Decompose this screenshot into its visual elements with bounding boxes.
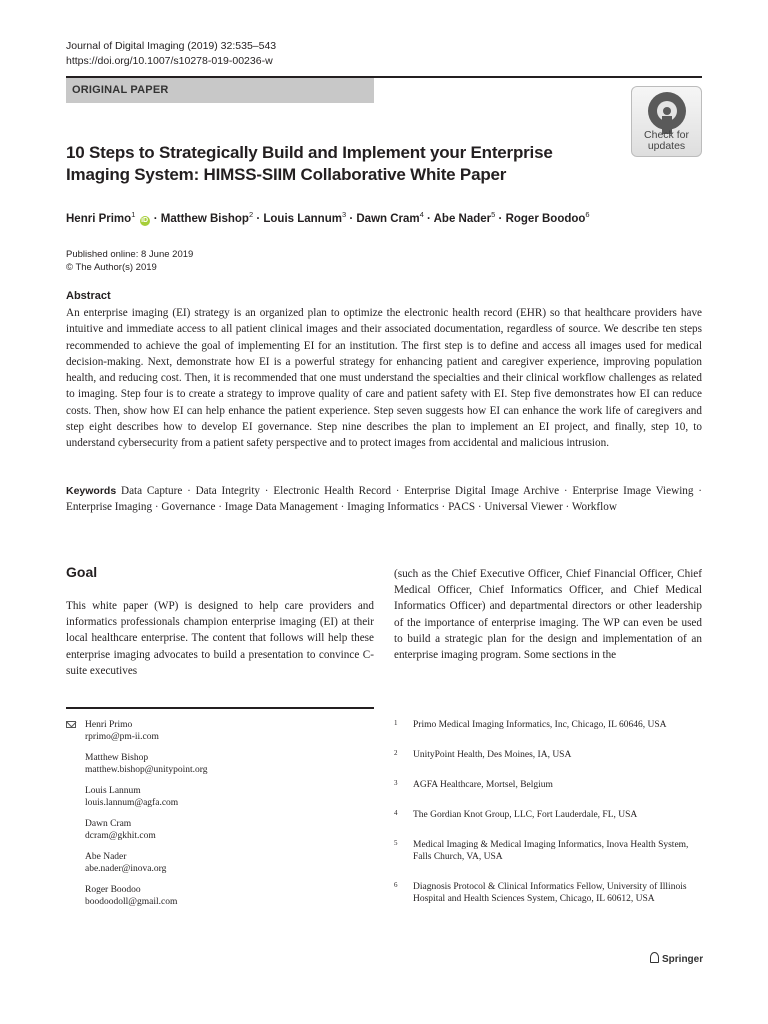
affiliation-text: The Gordian Knot Group, LLC, Fort Lauderdale, FL, USA (413, 810, 638, 820)
abstract-heading: Abstract (66, 290, 111, 302)
keywords-text: Data Capture · Data Integrity · Electronic Health Record · Enterprise Digital Image Archive · Enterprise Image Viewing · Enterprise Imaging · Governance · Image Data Management · Imaging Informatics · PACS · Universal Viewer · Workflow (66, 485, 703, 513)
contact-name: Matthew Bishop (85, 753, 149, 763)
author-affiliation-number: 3 (341, 210, 347, 219)
contact-email[interactable]: boodoodoll@gmail.com (85, 897, 178, 907)
affiliation-number: 4 (394, 809, 398, 817)
affiliation-number: 5 (394, 839, 398, 847)
contact-email[interactable]: matthew.bishop@unitypoint.org (85, 765, 208, 775)
affiliation-entry (394, 719, 702, 731)
author-separator: · (150, 212, 161, 225)
check-updates-line1: Check for (644, 129, 689, 141)
affiliation-number: 2 (394, 749, 398, 757)
author-name[interactable]: Matthew Bishop (160, 212, 249, 225)
keywords-block (66, 484, 702, 515)
author-affiliation-number: 2 (248, 210, 254, 219)
author-separator: · (346, 212, 357, 225)
springer-horse-icon (650, 952, 659, 963)
affiliation-text: UnityPoint Health, Des Moines, IA, USA (413, 750, 572, 760)
author-separator: · (423, 212, 434, 225)
contact-email[interactable]: louis.lannum@agfa.com (85, 798, 179, 808)
author-name[interactable]: Dawn Cram (356, 212, 420, 225)
affiliation-number: 3 (394, 779, 398, 787)
abstract-text: An enterprise imaging (EI) strategy is an organized plan to optimize the electronic health record (EHR) so that healthcare providers have intuitive and immediate access to all patient clinical images and their associated documentation, regardless of source. We describe ten steps recommended to achieve the goal of implementing EI for an institution. The first step is to define and access all images used for medical decision-making. Next, demonstrate how EI is a powerful strategy for enhancing patient and caregiver experience, improving population health, and reducing cost. Then, it is recommended that one must understand the specialties and their clinical workflow challenges as related to imaging. Step four is to create a strategy to improve quality of care and patient safety with EI. Step five demonstrates how EI can reduce costs. Then, show how EI can help enhance the patient experience. Step seven suggests how EI can enhance the work life of caregivers and step eight describes how to develop EI governance. Step nine describes the plan to implement an EI project, and finally, step 10, to understand cybersecurity from a patient safety perspective and to protect images from accidental and malicious intrusion. (66, 307, 702, 450)
author-separator: · (253, 212, 264, 225)
goal-text-left-column: This white paper (WP) is designed to help care providers and informatics professionals champion enterprise imaging (EI) at their local healthcare enterprise. The content that follows will help these enterprise imaging advocates to build a presentation to convince C-suite executives (66, 600, 374, 677)
affiliation-entry (394, 749, 702, 761)
author-affiliation-number: 5 (491, 210, 496, 219)
envelope-icon (66, 721, 76, 728)
contact-entry (66, 752, 366, 776)
contact-entry (66, 719, 366, 743)
goal-text-right-column: (such as the Chief Executive Officer, Chief Financial Officer, Chief Medical Officer, Chief Informatics Officer, and Chief Medical Informatics Officer) and departmental directors or other leadership of the importance of enterprise imaging. The WP can even be used to build a strategic plan for the design and implementation of an enterprise imaging program. Some sections in the (394, 568, 702, 662)
contact-entry (66, 851, 366, 875)
contact-email[interactable]: abe.nader@inova.org (85, 864, 167, 874)
published-date: Published online: 8 June 2019 (66, 249, 194, 260)
check-for-updates-button[interactable] (631, 86, 702, 157)
author-name[interactable]: Abe Nader (433, 212, 492, 225)
affiliation-entry (394, 881, 702, 905)
author-name[interactable]: Louis Lannum (263, 212, 342, 225)
author-affiliation-number: 1 (131, 210, 136, 219)
copyright: © The Author(s) 2019 (66, 262, 157, 273)
paper-title: 10 Steps to Strategically Build and Implement your Enterprise Imaging System: HIMSS-SIIM Collaborative White Paper (66, 143, 553, 184)
contact-entry (66, 884, 366, 908)
contact-name: Henri Primo (85, 720, 133, 730)
publisher-logo (650, 952, 703, 965)
affiliation-text: AGFA Healthcare, Mortsel, Belgium (413, 780, 553, 790)
affiliation-number: 1 (394, 719, 398, 727)
contact-list (66, 719, 366, 917)
contact-email[interactable]: rprimo@pm-ii.com (85, 732, 159, 742)
author-list (66, 207, 666, 227)
publication-info (66, 248, 193, 274)
footnote-rule (66, 707, 374, 709)
author-affiliation-number: 6 (585, 210, 590, 219)
orcid-icon[interactable]: iD (141, 216, 149, 224)
section-heading-goal: Goal (66, 564, 98, 580)
author-name[interactable]: Roger Boodoo (505, 212, 586, 225)
contact-name: Louis Lannum (85, 786, 141, 796)
affiliation-entry (394, 809, 702, 821)
affiliation-entry (394, 779, 702, 791)
contact-entry (66, 818, 366, 842)
contact-email[interactable]: dcram@gkhit.com (85, 831, 156, 841)
journal-citation: Journal of Digital Imaging (2019) 32:535–543 (66, 40, 277, 52)
contact-name: Abe Nader (85, 852, 127, 862)
article-type-badge: ORIGINAL PAPER (66, 78, 374, 103)
author-separator: · (495, 212, 506, 225)
affiliation-text: Medical Imaging & Medical Imaging Informatics, Inova Health System, Falls Church, VA, USA (413, 840, 689, 862)
affiliation-number: 6 (394, 881, 398, 889)
author-name[interactable]: Henri Primo (66, 212, 132, 225)
affiliation-entry (394, 839, 702, 863)
check-updates-line2: updates (647, 140, 686, 152)
contact-name: Dawn Cram (85, 819, 132, 829)
author-affiliation-number: 4 (419, 210, 424, 219)
affiliation-text: Diagnosis Protocol & Clinical Informatics Fellow, University of Illinois Hospital and Health Sciences System, Chicago, IL 60612, USA (413, 882, 687, 904)
contact-entry (66, 785, 366, 809)
affiliation-text: Primo Medical Imaging Informatics, Inc, Chicago, IL 60646, USA (413, 720, 667, 730)
crossmark-icon (648, 92, 686, 130)
publisher-name: Springer (662, 954, 704, 965)
contact-name: Roger Boodoo (85, 885, 141, 895)
keywords-label: Keywords (66, 485, 117, 497)
affiliation-list (394, 719, 702, 905)
journal-header (66, 39, 276, 69)
doi-link[interactable]: https://doi.org/10.1007/s10278-019-00236-w (66, 55, 273, 67)
